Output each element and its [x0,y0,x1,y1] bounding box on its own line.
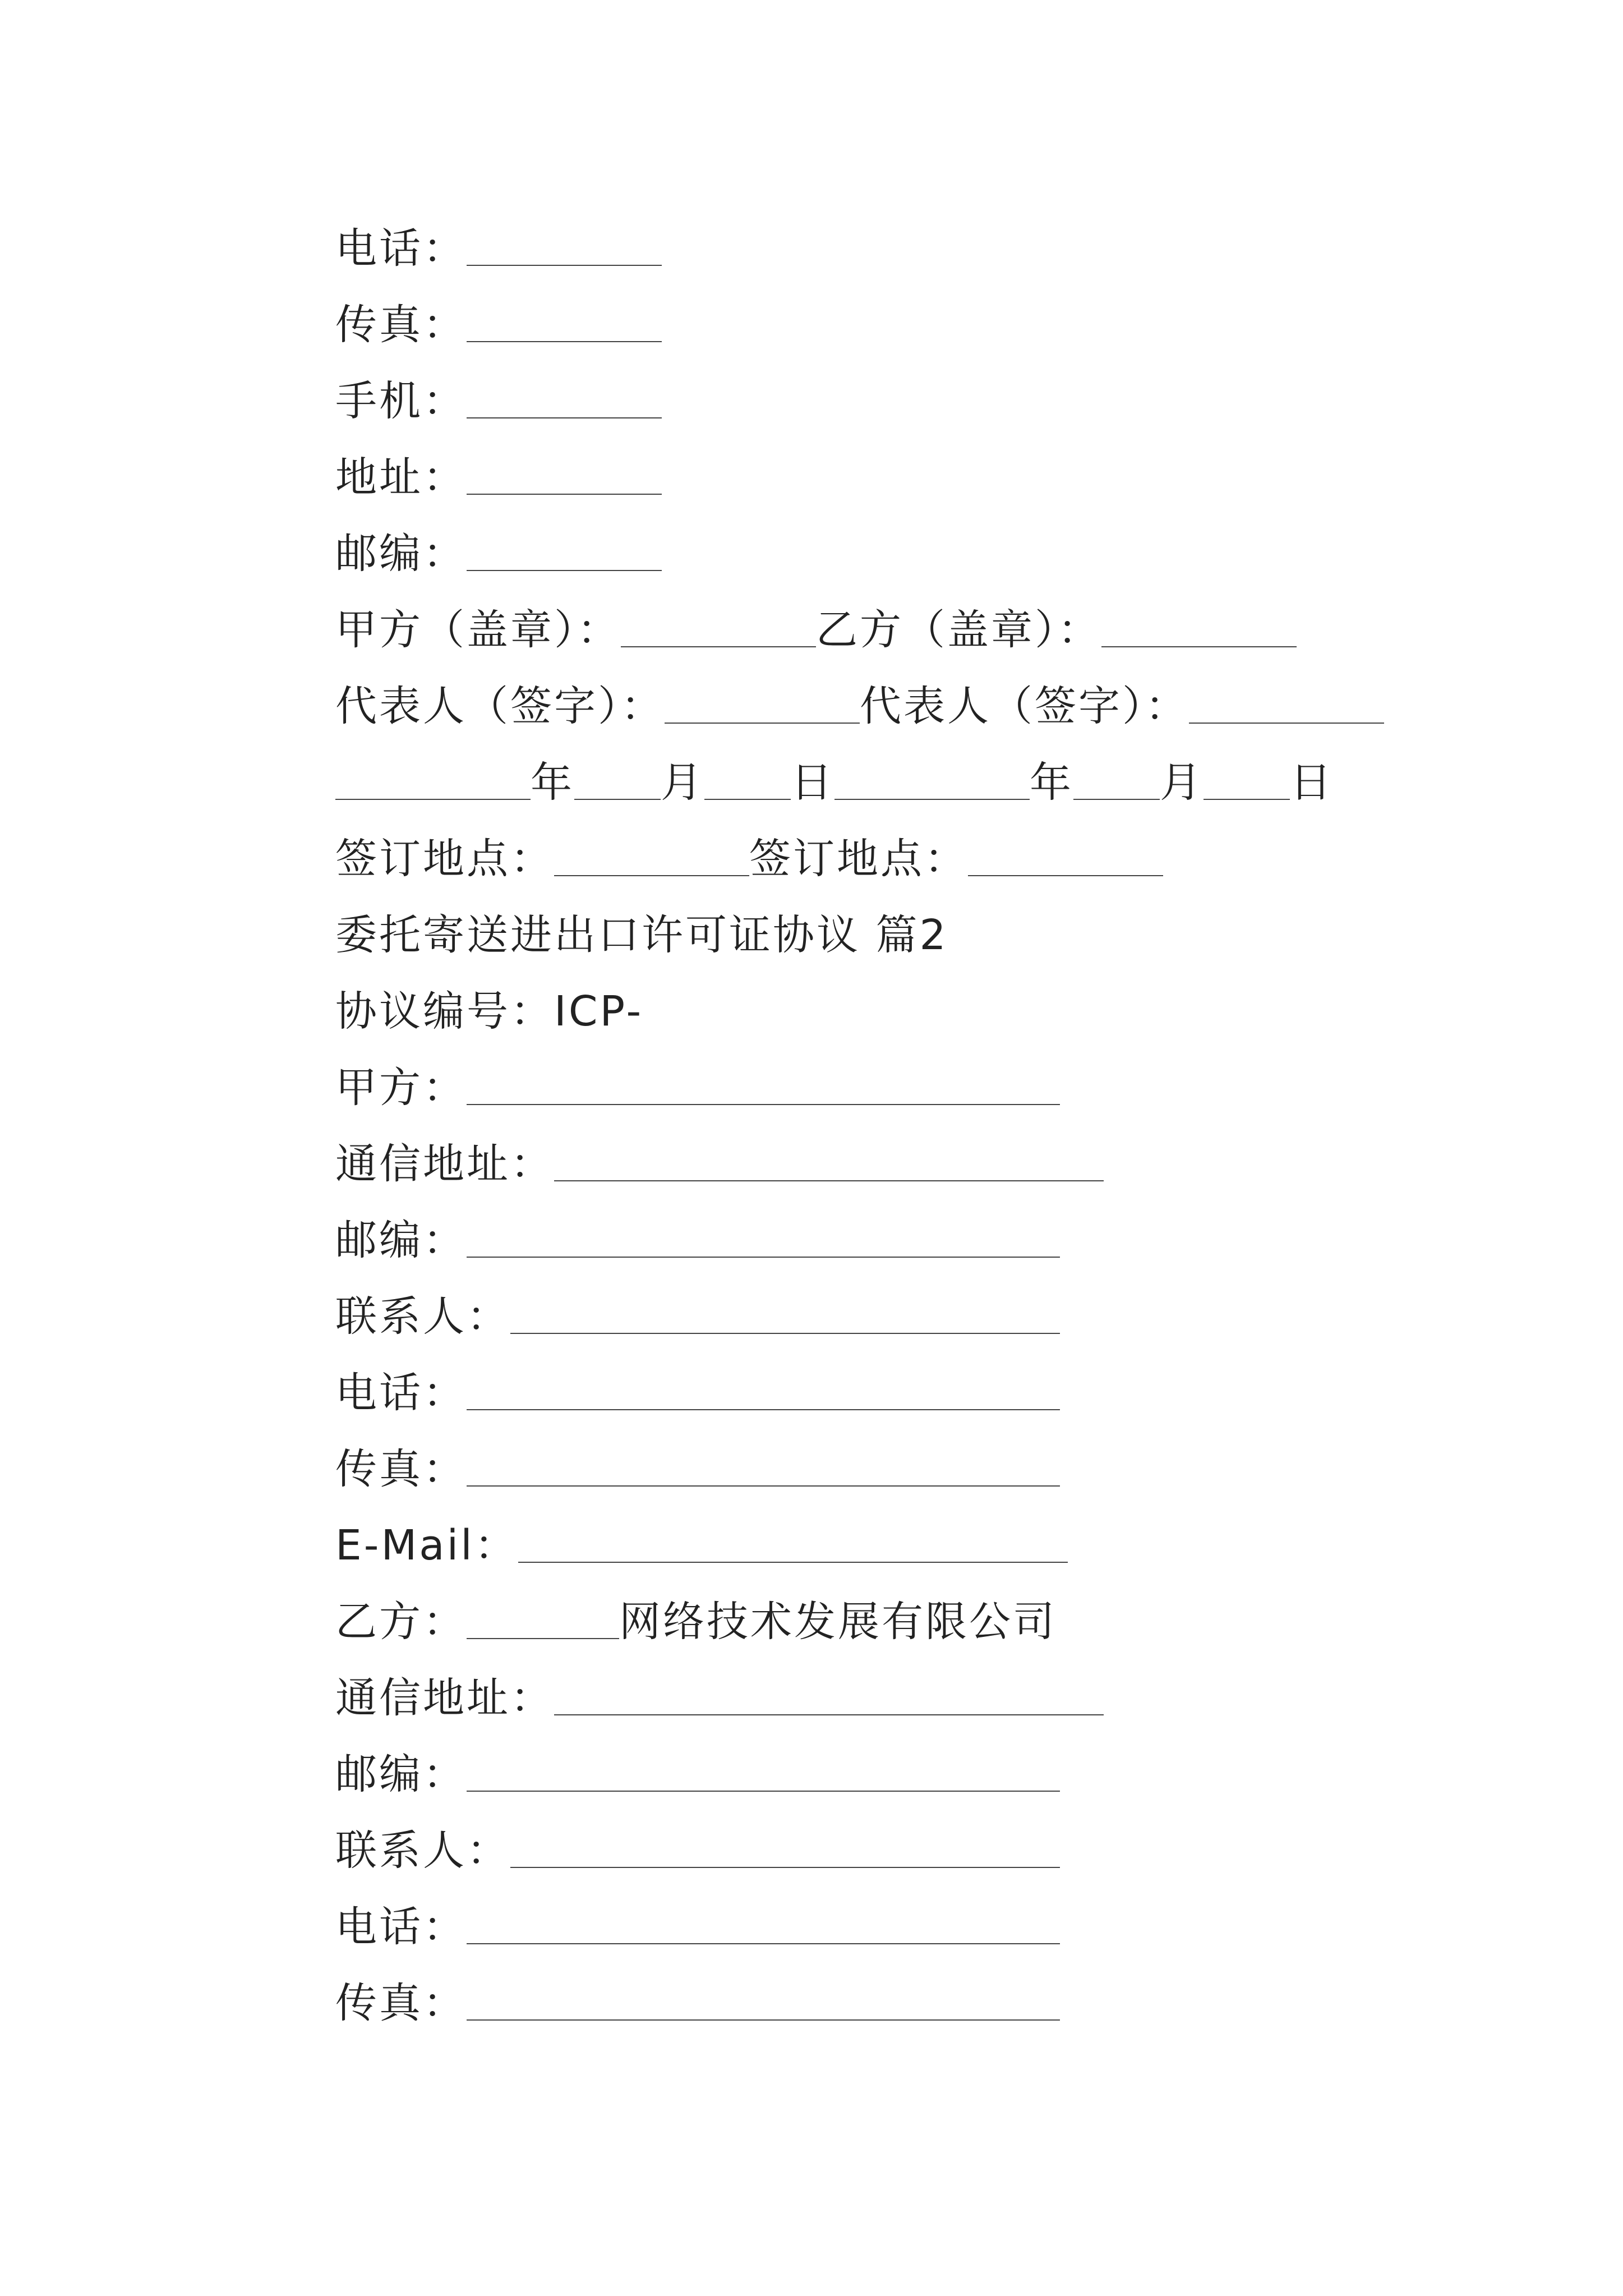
party-b-contact-line [335,1804,1060,1875]
party-a-month-blank[interactable] [574,799,661,800]
party-a-contact-line [335,1270,1060,1341]
phone-label: 电话： [335,224,467,273]
party-b-zip-line [335,1728,1060,1798]
party-a-seal-label: 甲方（盖章）： [335,606,621,654]
agreement-no-line [335,965,644,1036]
party-a-phone-blank[interactable] [467,1409,1060,1410]
party-b-phone-line [335,1880,1060,1951]
phone-line [335,202,662,273]
party-b-name-line [335,1575,1057,1646]
party-b-fax-blank[interactable] [467,2019,1060,2021]
party-b-phone-blank[interactable] [467,1943,1060,1944]
month-label: 月 [661,758,704,807]
party-a-contact-label: 联系人： [335,1292,510,1341]
party-a-name-line [335,1041,1060,1112]
zip-blank[interactable] [467,570,662,571]
party-b-fax-label: 传真： [335,1979,467,2027]
zip-line [335,507,662,578]
agreement-number: 协议编号：ICP- [335,987,644,1036]
month-label-2: 月 [1160,758,1204,807]
party-a-signer-blank[interactable] [665,723,860,724]
phone-blank[interactable] [467,265,662,266]
address-line [335,431,662,501]
party-a-fax-blank[interactable] [467,1485,1060,1487]
party-b-fax-line [335,1957,1060,2027]
party-a-address-label: 通信地址： [335,1140,554,1188]
mobile-line [335,355,662,425]
party-b-zip-blank[interactable] [467,1791,1060,1792]
place-line [335,812,1163,883]
party-a-place-blank[interactable] [554,875,749,876]
day-label-2: 日 [1290,758,1334,807]
party-a-year-blank[interactable] [335,799,531,800]
party-b-address-label: 通信地址： [335,1674,554,1722]
party-b-place-blank[interactable] [968,875,1163,876]
party-a-address-blank[interactable] [554,1180,1104,1181]
party-a-day-blank[interactable] [704,799,791,800]
party-a-zip-line [335,1194,1060,1264]
party-b-contact-label: 联系人： [335,1826,510,1875]
party-b-signer-label: 代表人（签字）： [860,682,1189,730]
year-label-2: 年 [1030,758,1073,807]
party-a-fax-label: 传真： [335,1445,467,1493]
party-a-email-label: E-Mail： [335,1521,518,1570]
party-a-address-line [335,1117,1104,1188]
party-b-zip-label: 邮编： [335,1750,467,1798]
address-label: 地址： [335,453,467,501]
fax-line [335,278,662,349]
party-a-name-blank[interactable] [467,1104,1060,1105]
party-a-name-label: 甲方： [335,1064,467,1112]
party-a-phone-label: 电话： [335,1369,467,1417]
zip-label: 邮编： [335,530,467,578]
fax-label: 传真： [335,301,467,349]
party-a-contact-blank[interactable] [510,1333,1060,1334]
party-b-place-label: 签订地点： [749,835,968,883]
party-a-signer-label: 代表人（签字）： [335,682,665,730]
mobile-blank[interactable] [467,417,662,418]
section-title-line [335,889,948,959]
party-a-email-blank[interactable] [518,1562,1068,1563]
party-a-place-label: 签订地点： [335,835,554,883]
party-b-address-line [335,1651,1104,1722]
party-b-contact-blank[interactable] [510,1867,1060,1868]
party-a-email-line [335,1499,1068,1570]
party-b-name-label: 乙方： [335,1598,467,1646]
party-a-fax-line [335,1423,1060,1493]
party-b-address-blank[interactable] [554,1714,1104,1715]
seal-line [335,583,1297,654]
party-b-year-blank[interactable] [834,799,1030,800]
party-b-seal-label: 乙方（盖章）： [816,606,1101,654]
party-a-phone-line [335,1346,1060,1417]
party-b-day-blank[interactable] [1204,799,1290,800]
party-b-month-blank[interactable] [1073,799,1160,800]
party-b-signer-blank[interactable] [1189,723,1384,724]
party-b-name-blank[interactable] [467,1638,619,1639]
party-a-zip-blank[interactable] [467,1257,1060,1258]
party-a-zip-label: 邮编： [335,1216,467,1264]
signer-line [335,660,1384,730]
address-blank[interactable] [467,494,662,495]
section-title: 委托寄送进出口许可证协议 篇2 [335,911,948,959]
day-label: 日 [791,758,834,807]
fax-blank[interactable] [467,341,662,342]
date-line [335,736,1334,807]
party-b-phone-label: 电话： [335,1903,467,1951]
mobile-label: 手机： [335,377,467,425]
party-a-seal-blank[interactable] [621,646,816,647]
party-b-company-suffix: 网络技术发展有限公司 [619,1598,1057,1646]
party-b-seal-blank[interactable] [1101,646,1297,647]
year-label: 年 [531,758,574,807]
